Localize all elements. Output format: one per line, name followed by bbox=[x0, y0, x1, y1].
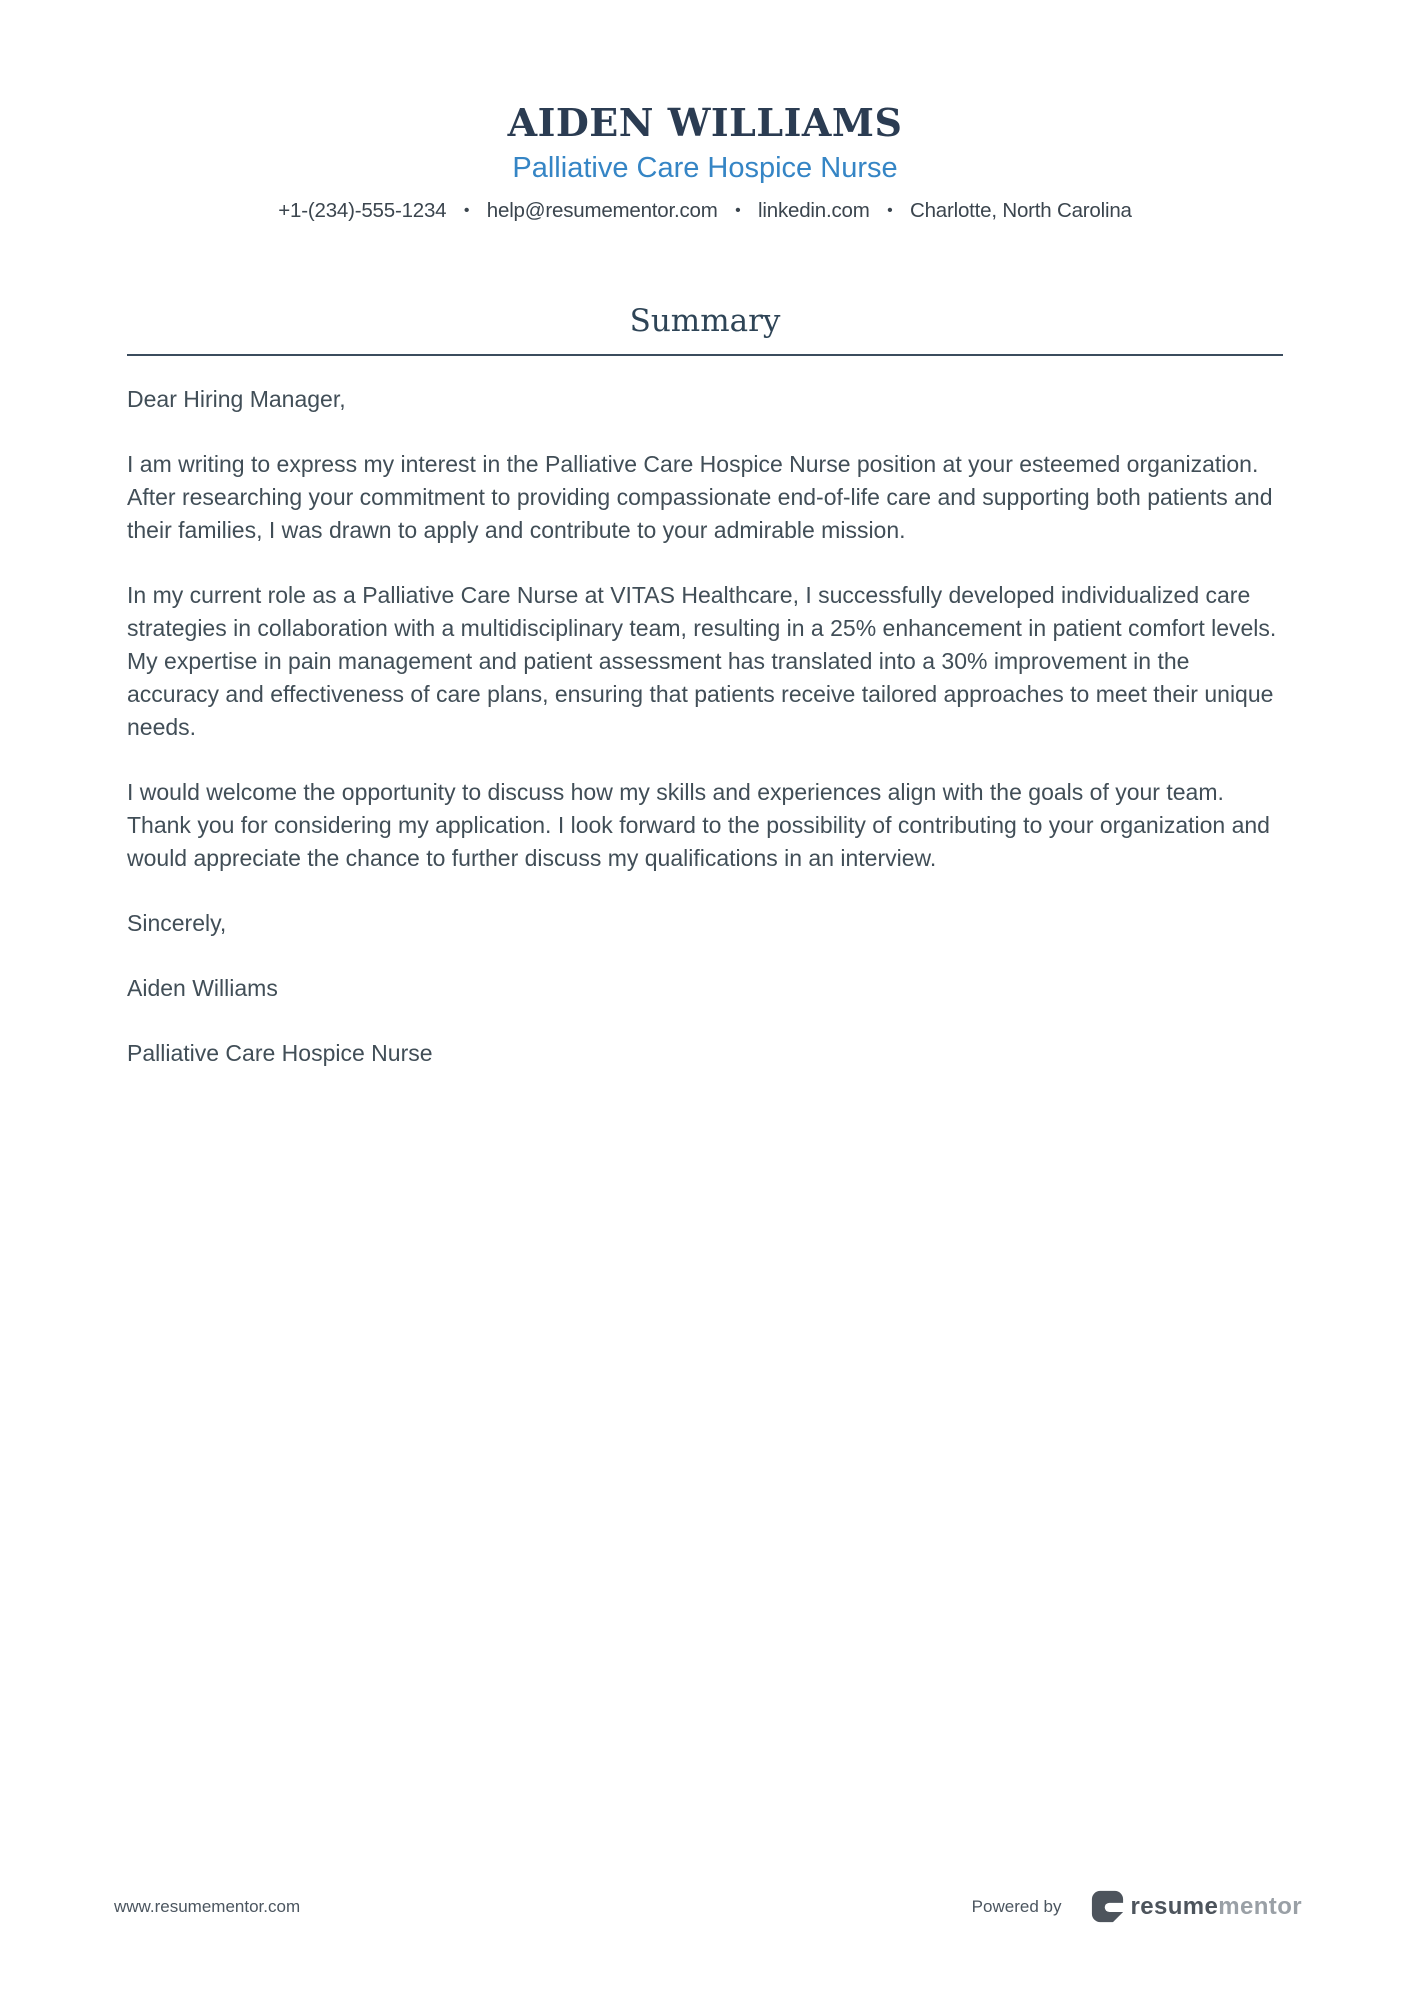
contact-separator-dot: • bbox=[887, 201, 893, 219]
signature-name: Aiden Williams bbox=[127, 974, 278, 1001]
closing-line: Sincerely, bbox=[127, 909, 227, 936]
person-job-title: Palliative Care Hospice Nurse bbox=[512, 151, 898, 184]
footer-website-link[interactable]: www.resumementor.com bbox=[114, 1896, 301, 1916]
resumementor-logo-icon bbox=[1091, 1890, 1124, 1923]
contact-location: Charlotte, North Carolina bbox=[909, 198, 1132, 222]
letter-header bbox=[0, 0, 1410, 223]
logo-text-resume: resume bbox=[1130, 1892, 1219, 1920]
letter-paragraph: I am writing to express my interest in the Palliative Care Hospice Nurse position at your esteemed organization. After researching your commitment to providing compassionate end-of-life care and supporting both patients and their families, I was drawn to apply and contribute to your admirable mission. bbox=[127, 450, 1273, 543]
resumementor-logo[interactable] bbox=[1091, 1890, 1302, 1923]
contact-separator-dot: • bbox=[463, 201, 470, 219]
powered-by-block bbox=[972, 1890, 1302, 1923]
contact-phone: +1-(234)-555-1234 bbox=[278, 198, 447, 222]
contact-email[interactable]: help@resumementor.com bbox=[486, 198, 718, 222]
contact-line bbox=[0, 199, 1410, 223]
powered-by-label: Powered by bbox=[971, 1896, 1062, 1916]
person-name: AIDEN WILLIAMS bbox=[507, 100, 903, 145]
letter-paragraph: I would welcome the opportunity to discuss how my skills and experiences align with the goals of your team. Thank you for considering my application. I look forward to the possibility of contributing to your organization and would appreciate the chance to further discuss my qualifications in an interview. bbox=[127, 778, 1270, 871]
page-footer bbox=[114, 1890, 1302, 1923]
signature-title: Palliative Care Hospice Nurse bbox=[127, 1039, 433, 1066]
letter-paragraph: In my current role as a Palliative Care Nurse at VITAS Healthcare, I successfully developed individualized care strategies in collaboration with a multidisciplinary team, resulting in a 25% enhancement in patient comfort levels. My expertise in pain management and patient assessment has translated into a 30% improvement in the accuracy and effectiveness of care plans, ensuring that patients receive tailored approaches to meet their unique needs. bbox=[127, 581, 1277, 740]
logo-text-mentor: mentor bbox=[1218, 1892, 1302, 1920]
contact-separator-dot: • bbox=[735, 201, 741, 219]
resumementor-logo-text bbox=[1130, 1893, 1302, 1921]
summary-heading: Summary bbox=[127, 303, 1283, 356]
greeting-line: Dear Hiring Manager, bbox=[127, 385, 346, 412]
summary-section bbox=[127, 303, 1283, 1070]
contact-linkedin[interactable]: linkedin.com bbox=[758, 198, 870, 222]
